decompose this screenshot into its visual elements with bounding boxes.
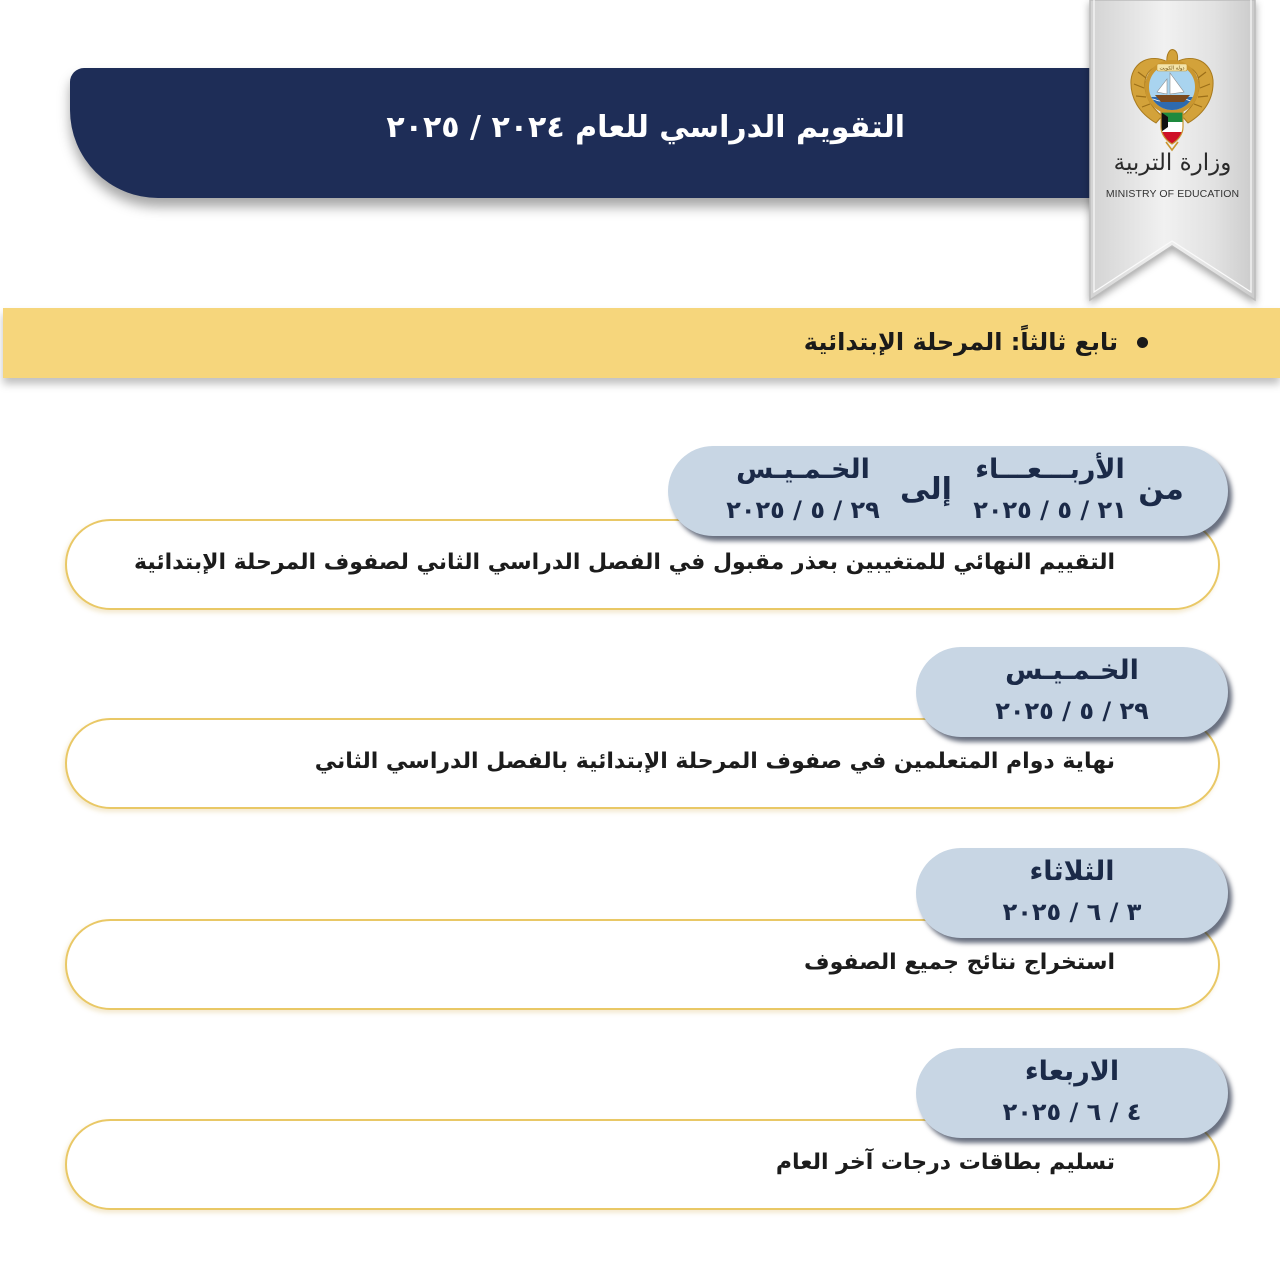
from-day: الأربـــعـــاء xyxy=(975,454,1125,485)
range-from-label: من xyxy=(1138,472,1184,507)
event-date-cell xyxy=(916,1052,1228,1132)
event-date-range-pill xyxy=(668,446,1228,536)
event-description: استخراج نتائج جميع الصفوف xyxy=(804,950,1115,975)
event-date-cell xyxy=(916,852,1228,932)
event-date: ٢٩ / ٥ / ٢٠٢٥ xyxy=(995,697,1149,725)
event-date: ٤ / ٦ / ٢٠٢٥ xyxy=(1002,1098,1142,1126)
event-date-pill xyxy=(916,647,1228,737)
event-date-pill xyxy=(916,848,1228,938)
to-date: ٢٩ / ٥ / ٢٠٢٥ xyxy=(726,496,880,524)
event-day: الخـمـيـس xyxy=(1005,655,1139,686)
event-date-cell xyxy=(916,651,1228,731)
bullet-icon xyxy=(1137,337,1148,348)
event-description: التقييم النهائي للمتغيبين بعذر مقبول في الفصل الدراسي الثاني لصفوف المرحلة الإبتدائية xyxy=(134,550,1115,575)
range-to-label: إلى xyxy=(900,472,952,507)
event-day: الاربعاء xyxy=(1024,1056,1120,1087)
range-to xyxy=(718,450,888,530)
ministry-name-arabic: وزارة التربية xyxy=(1113,150,1232,176)
event-description: نهاية دوام المتعلمين في صفوف المرحلة الإبتدائية بالفصل الدراسي الثاني xyxy=(314,749,1115,774)
event-date-pill xyxy=(916,1048,1228,1138)
ministry-name-english: MINISTRY OF EDUCATION xyxy=(1105,188,1240,200)
event-description: تسليم بطاقات درجات آخر العام xyxy=(775,1150,1115,1175)
section-title: تابع ثالثاً: المرحلة الإبتدائية xyxy=(803,328,1118,356)
event-day: الثلاثاء xyxy=(1029,856,1115,887)
emblem-lettering: دولة الكويت xyxy=(1159,65,1185,72)
from-date: ٢١ / ٥ / ٢٠٢٥ xyxy=(973,496,1127,524)
to-day: الخـمـيـس xyxy=(736,454,870,485)
range-from xyxy=(965,450,1135,530)
page-title: التقويم الدراسي للعام ٢٠٢٤ / ٢٠٢٥ xyxy=(386,110,905,145)
event-date: ٣ / ٦ / ٢٠٢٥ xyxy=(1002,898,1142,926)
